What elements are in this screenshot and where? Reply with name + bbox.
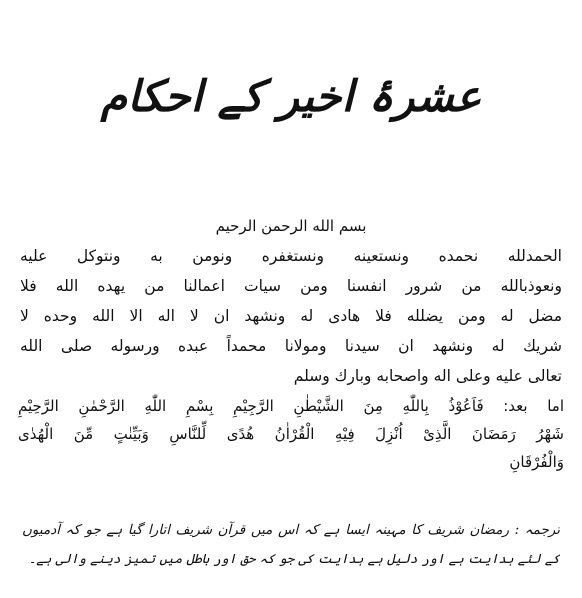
khutbah-line: الحمدلله نحمده ونستعينه ونستغفره ونومن به ونتوكل عليه [20,247,562,265]
quran-verse [18,392,564,476]
verse-line: شَهْرُ رَمَضَانَ الَّذِیْ اُنْزِلَ فِيْهِ الْقُرْاٰنُ هُدًى لِّلنَّاسِ وَبَيِّنٰتٍ مِّنَ الْهُدٰى [18,425,564,443]
khutbah-line: شريك له ونشهد ان سيدنا ومولانا محمداً عبده ورسوله صلى الله [20,337,562,355]
urdu-translation [22,515,560,575]
translation-line: کے لئے ہدایت ہے اور دلیل ہے ہدایت کی جو کہ حق اور باطل میں تمیز دینے والی ہے۔ [28,552,560,567]
translation-line: ترجمہ : رمضان شریف کا مہینہ ایسا ہے کہ اس میں قرآن شریف اتارا گیا ہے جو کہ آدمیوں [22,522,560,538]
bismillah-heading: بسم الله الرحمن الرحيم [215,217,367,235]
verse-line: وَالْفُرْقَانِ [509,453,564,471]
khutbah-line: تعالى عليه وعلى اله واصحابه وبارك وسلم [293,367,562,385]
page-title: عشرۂ اخیر کے احکام [100,72,482,122]
khutbah-line: مضل له ومن يضلله فلا هادى له ونشهد ان لا اله الا الله وحده لا [20,307,562,325]
khutbah-paragraph [20,241,562,391]
verse-line: اما بعد: فَاَعُوْذُ بِاللّٰهِ مِنَ الشَّيْطٰنِ الرَّجِيْمِ بِسْمِ اللّٰهِ الرَّحْمٰنِ الرَّحِيْمِ [18,397,564,415]
khutbah-line: ونعوذبالله من شرور انفسنا ومن سيات اعمالنا من يهده الله فلا [20,277,562,295]
